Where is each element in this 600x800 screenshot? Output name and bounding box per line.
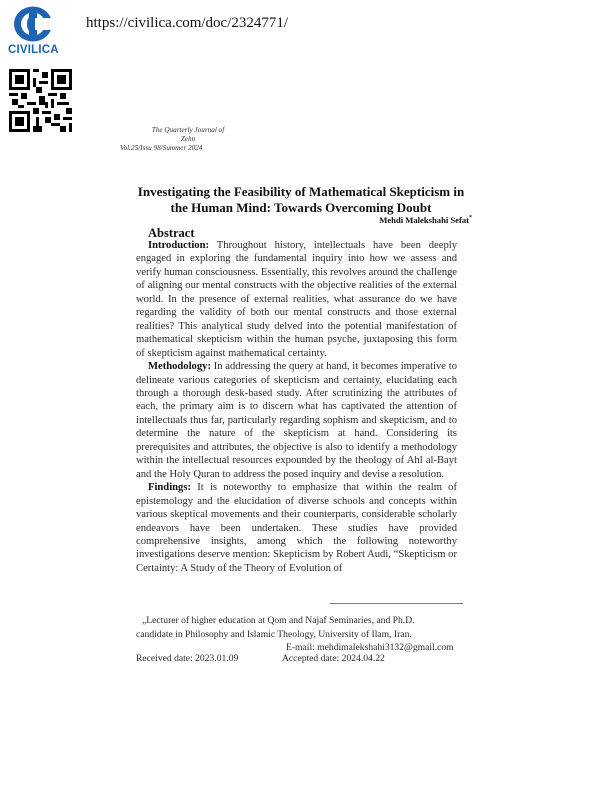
abstract-methodology (136, 360, 457, 481)
abstract-body (136, 239, 457, 575)
footnote-line-1: „Lecturer of higher education at Qom and Najaf Seminaries, and Ph.D. (142, 615, 415, 626)
journal-name-2: Zehn (180, 135, 196, 143)
footnote-divider (330, 603, 463, 604)
civilica-logo[interactable] (4, 6, 60, 56)
received-date: Received date: 2023.01.09 (136, 653, 239, 664)
abstract-findings (136, 481, 457, 575)
section-label: Introduction: (148, 240, 210, 251)
logo-text: CIVILICA (8, 44, 59, 56)
section-label: Methodology: (148, 361, 211, 373)
author-name: Mehdi Malekshahi Sefat (379, 215, 469, 225)
abstract-introduction (136, 239, 457, 360)
journal-header (120, 126, 248, 153)
accepted-date: Accepted date: 2024.04.22 (282, 653, 385, 664)
section-label: Findings: (148, 482, 191, 494)
journal-volume: Vol.25/Issu 98/Summer 2024 (120, 144, 203, 152)
journal-name: The Quarterly Journal of (151, 126, 225, 134)
submission-dates (136, 653, 385, 664)
author-email: E-mail: mehdimalekshahi3132@gmail.com (286, 642, 454, 653)
paper-author (379, 215, 472, 225)
document-url[interactable]: https://civilica.com/doc/2324771/ (86, 15, 289, 31)
section-text: It is noteworthy to emphasize that within the realm of epistemology and the elucidation of diverse schools and concepts within various skeptical movements and their counterparts, considerable scholarly endeavors have been undertaken. These studies have provided comprehensive insights, among which the following noteworthy investigations deserve mention: Skepticism by Robert Audi, “Skepticism or Certainty: A Study of the Theory of Evolution of (136, 482, 457, 574)
author-footnote-mark: * (469, 215, 472, 222)
section-text: In addressing the query at hand, it becomes imperative to delineate various categories of skepticism and certainty, elucidating each through a thorough desk-based study. After scrutinizing the attributes of each, the primary aim is to discern what has captivated the attention of intellectuals thus far, particularly regarding sophism and skepticism, and to determine the nature of the skepticism at hand. Considering its prerequisites and attributes, the objective is also to identify a methodology within the intellectual resources expounded by the theology of Ahl al-Bayt and the Holy Quran to address the posed inquiry and devise a resolution. (136, 361, 457, 480)
author-footnote (136, 614, 466, 655)
footnote-line-2: candidate in Philosophy and Islamic Theology, University of Ilam, Iran. (136, 628, 412, 640)
qr-code-icon (9, 69, 72, 132)
abstract-heading: Abstract (148, 226, 195, 240)
civilica-c-icon (13, 6, 53, 42)
section-text: Throughout history, intellectuals have been deeply engaged in exploring the fundamental inquiry into how we assess and verify human consciousness. Essentially, this revolves around the challenge of aligning our mental constructs with the objective realities of the external world. In the presence of external realities, what assurance do we have regarding the validity of both our mental constructs and those external realities? This analytical study delved into the potential manifestation of mathematical skepticism within the human psyche, juxtaposing this form of skepticism against mathematical certainty. (136, 240, 457, 359)
paper-title: Investigating the Feasibility of Mathematical Skepticism in the Human Mind: Towards Overcoming Doubt (137, 184, 465, 215)
